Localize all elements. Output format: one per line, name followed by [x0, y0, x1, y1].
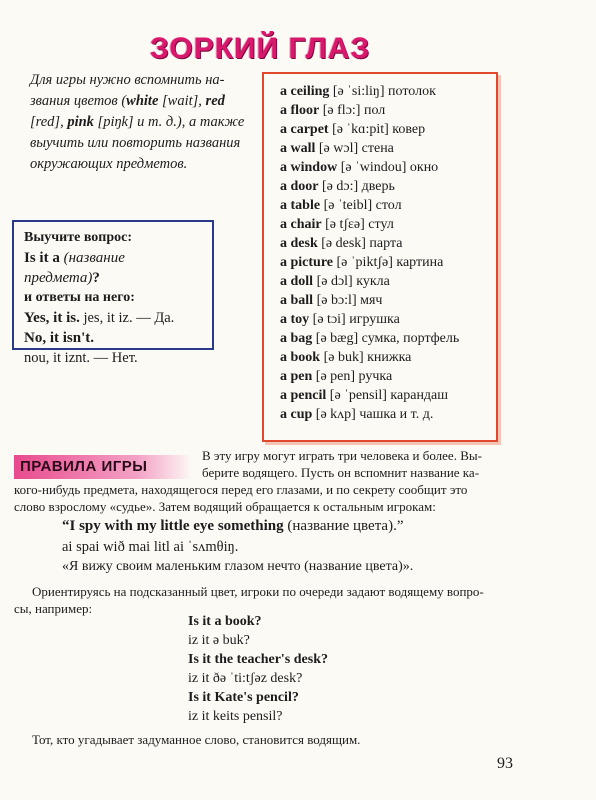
vocab-item: a ceiling [ə ˈsi:liŋ] потолок: [280, 84, 436, 99]
example-question: Is it a book?: [188, 614, 262, 629]
example-question: Is it Kate's pencil?: [188, 690, 299, 705]
vocab-item: a table [ə ˈteibl] стол: [280, 198, 402, 213]
vocab-item: a pen [ə pen] ручка: [280, 369, 393, 384]
rules-line: сы, например:: [14, 601, 93, 616]
answers-heading: и ответы на него:: [24, 290, 135, 305]
vocab-item: a door [ə dɔ:] дверь: [280, 179, 395, 194]
example-transcription: iz it ðə ˈti:tʃəz desk?: [188, 671, 303, 686]
rules-line: Ориентируясь на подсказанный цвет, игроки по очереди задают водящему вопро-: [32, 584, 484, 599]
vocab-item: a book [ə buk] книжка: [280, 350, 412, 365]
question-heading: Выучите вопрос:: [24, 230, 133, 245]
example-question: Is it the teacher's desk?: [188, 652, 328, 667]
intro-line: Для игры нужно вспомнить на-: [30, 72, 225, 88]
vocab-item: a picture [ə ˈpiktʃə] картина: [280, 255, 444, 270]
intro-line: звания цветов (white [wait], red: [30, 93, 225, 109]
intro-line: [red], pink [piŋk] и т. д.), а также: [30, 114, 245, 130]
rules-line: слово взрослому «судье». Затем водящий обращается к остальным игрокам:: [14, 499, 436, 514]
vocab-item: a floor [ə flɔ:] пол: [280, 103, 386, 118]
intro-line: окружающих предметов.: [30, 156, 188, 172]
vocab-item: a pencil [ə ˈpensil] карандаш: [280, 388, 449, 403]
rules-line: берите водящего. Пусть он вспомнит название ка-: [202, 465, 480, 480]
vocab-item: a desk [ə desk] парта: [280, 236, 403, 251]
vocab-item: a cup [ə kʌp] чашка и т. д.: [280, 407, 434, 422]
rules-conclusion: Тот, кто угадывает задуманное слово, становится водящим.: [32, 732, 361, 747]
answer-no-transcription: nou, it iznt. — Нет.: [24, 350, 138, 366]
rules-label: ПРАВИЛА ИГРЫ: [14, 455, 192, 479]
vocab-item: a chair [ə tʃɛə] стул: [280, 217, 394, 232]
vocabulary-list: [264, 74, 496, 424]
example-transcription: iz it ə buk?: [188, 633, 250, 648]
spy-phrase-english: “I spy with my little eye something (название цвета).”: [62, 518, 404, 534]
vocab-item: a window [ə ˈwindou] окно: [280, 160, 439, 175]
question-box: [12, 220, 214, 366]
spy-phrase-russian: «Я вижу своим маленьким глазом нечто (название цвета)».: [62, 559, 414, 574]
intro-line: выучить или повторить названия: [30, 135, 241, 151]
vocab-item: a carpet [ə ˈkɑ:pit] ковер: [280, 122, 426, 137]
page-number: 93: [497, 755, 513, 772]
page-title: ЗОРКИЙ ГЛАЗ: [149, 32, 371, 65]
example-transcription: iz it keits pensil?: [188, 709, 283, 724]
question-pattern: Is it a (название предмета)?: [24, 250, 125, 286]
rules-line: кого-нибудь предмета, находящегося перед его глазами, и по секрету сообщит это: [14, 482, 468, 497]
vocab-item: a bag [ə bæg] сумка, портфель: [280, 331, 460, 346]
rules-line: В эту игру могут играть три человека и более. Вы-: [202, 448, 482, 463]
spy-phrase-transcription: ai spai wið mai litl ai ˈsʌmθiŋ.: [62, 539, 239, 555]
answer-no: No, it isn't.: [24, 330, 95, 346]
vocabulary-box: [262, 72, 498, 442]
vocab-item: a wall [ə wɔl] стена: [280, 141, 394, 156]
vocab-item: a toy [ə tɔi] игрушка: [280, 312, 400, 327]
intro-paragraph: [30, 70, 255, 175]
vocab-item: a ball [ə bɔ:l] мяч: [280, 293, 383, 308]
vocab-item: a doll [ə dɔl] кукла: [280, 274, 390, 289]
answer-yes: Yes, it is. jes, it iz. — Да.: [24, 310, 175, 326]
